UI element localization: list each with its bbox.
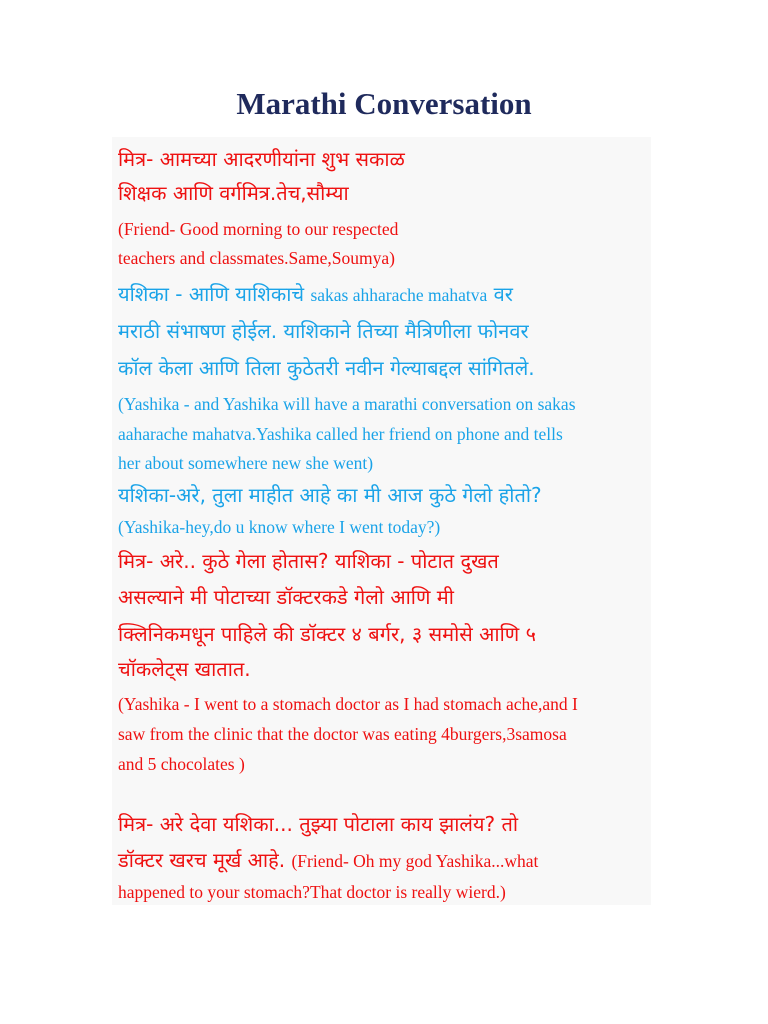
text-segment: वर xyxy=(487,282,513,306)
yashika-intro-english-2 xyxy=(118,424,647,445)
yashika-intro-marathi xyxy=(118,280,647,307)
yashika-doctor-english xyxy=(118,694,647,715)
text-line: aaharache mahatva.Yashika called her friend on phone and tells xyxy=(118,424,563,444)
conversation-panel xyxy=(112,137,651,905)
text-line: कॉल केला आणि तिला कुठेतरी नवीन गेल्याबद्दल सांगितले. xyxy=(118,356,535,380)
text-line: मित्र- आमच्या आदरणीयांना शुभ सकाळ xyxy=(118,147,405,171)
yashika-intro-marathi-2 xyxy=(118,317,647,344)
friend-greeting-marathi-2 xyxy=(118,179,647,206)
text-segment: डॉक्टर खरच मूर्ख आहे. xyxy=(118,848,292,872)
friend-reply-marathi xyxy=(118,547,647,574)
friend-reply-marathi-4 xyxy=(118,655,647,682)
text-line: saw from the clinic that the doctor was eating 4burgers,3samosa xyxy=(118,724,567,744)
text-line: her about somewhere new she went) xyxy=(118,453,374,473)
text-segment: (Friend- Oh my god Yashika...what xyxy=(291,851,539,871)
yashika-intro-english xyxy=(118,394,647,415)
text-line: चॉकलेट्स खातात. xyxy=(118,657,251,681)
friend-closing-marathi xyxy=(118,810,647,837)
yashika-question-marathi xyxy=(118,481,647,508)
text-line: असल्याने मी पोटाच्या डॉक्टरकडे गेलो आणि मी xyxy=(118,585,454,609)
text-line: यशिका-अरे, तुला माहीत आहे का मी आज कुठे गेलो होतो? xyxy=(118,483,542,507)
yashika-intro-english-3 xyxy=(118,453,647,474)
yashika-question-english xyxy=(118,517,647,538)
text-line: (Yashika-hey,do u know where I went today?) xyxy=(118,517,441,537)
friend-greeting-english xyxy=(118,219,647,240)
text-line: teachers and classmates.Same,Soumya) xyxy=(118,248,395,268)
text-line: (Yashika - and Yashika will have a marathi conversation on sakas xyxy=(118,394,576,414)
yashika-doctor-english-2 xyxy=(118,724,647,745)
text-line: मित्र- अरे देवा यशिका... तुझ्या पोटाला काय झालंय? तो xyxy=(118,812,519,836)
text-line: (Yashika - I went to a stomach doctor as I had stomach ache,and I xyxy=(118,694,578,714)
text-line: मित्र- अरे.. कुठे गेला होतास? याशिका - पोटात दुखत xyxy=(118,549,499,573)
text-segment: sakas ahharache mahatva xyxy=(310,285,488,305)
text-line: मराठी संभाषण होईल. याशिकाने तिच्या मैत्रिणीला फोनवर xyxy=(118,319,529,343)
text-line: happened to your stomach?That doctor is really wierd.) xyxy=(118,882,506,902)
text-line: क्लिनिकमधून पाहिले की डॉक्टर ४ बर्गर, ३ समोसे आणि ५ xyxy=(118,622,537,646)
text-line: and 5 chocolates ) xyxy=(118,754,245,774)
text-line: शिक्षक आणि वर्गमित्र.तेच,सौम्या xyxy=(118,181,349,205)
yashika-doctor-english-3 xyxy=(118,754,647,775)
page-title: Marathi Conversation xyxy=(236,86,532,121)
text-line: (Friend- Good morning to our respected xyxy=(118,219,399,239)
friend-reply-marathi-2 xyxy=(118,583,647,610)
friend-closing-mixed xyxy=(118,846,647,873)
yashika-intro-marathi-3 xyxy=(118,354,647,381)
friend-closing-english xyxy=(118,882,647,903)
friend-greeting-english-2 xyxy=(118,248,647,269)
friend-reply-marathi-3 xyxy=(118,620,647,647)
text-segment: यशिका - आणि याशिकाचे xyxy=(118,282,311,306)
friend-greeting-marathi xyxy=(118,145,647,172)
